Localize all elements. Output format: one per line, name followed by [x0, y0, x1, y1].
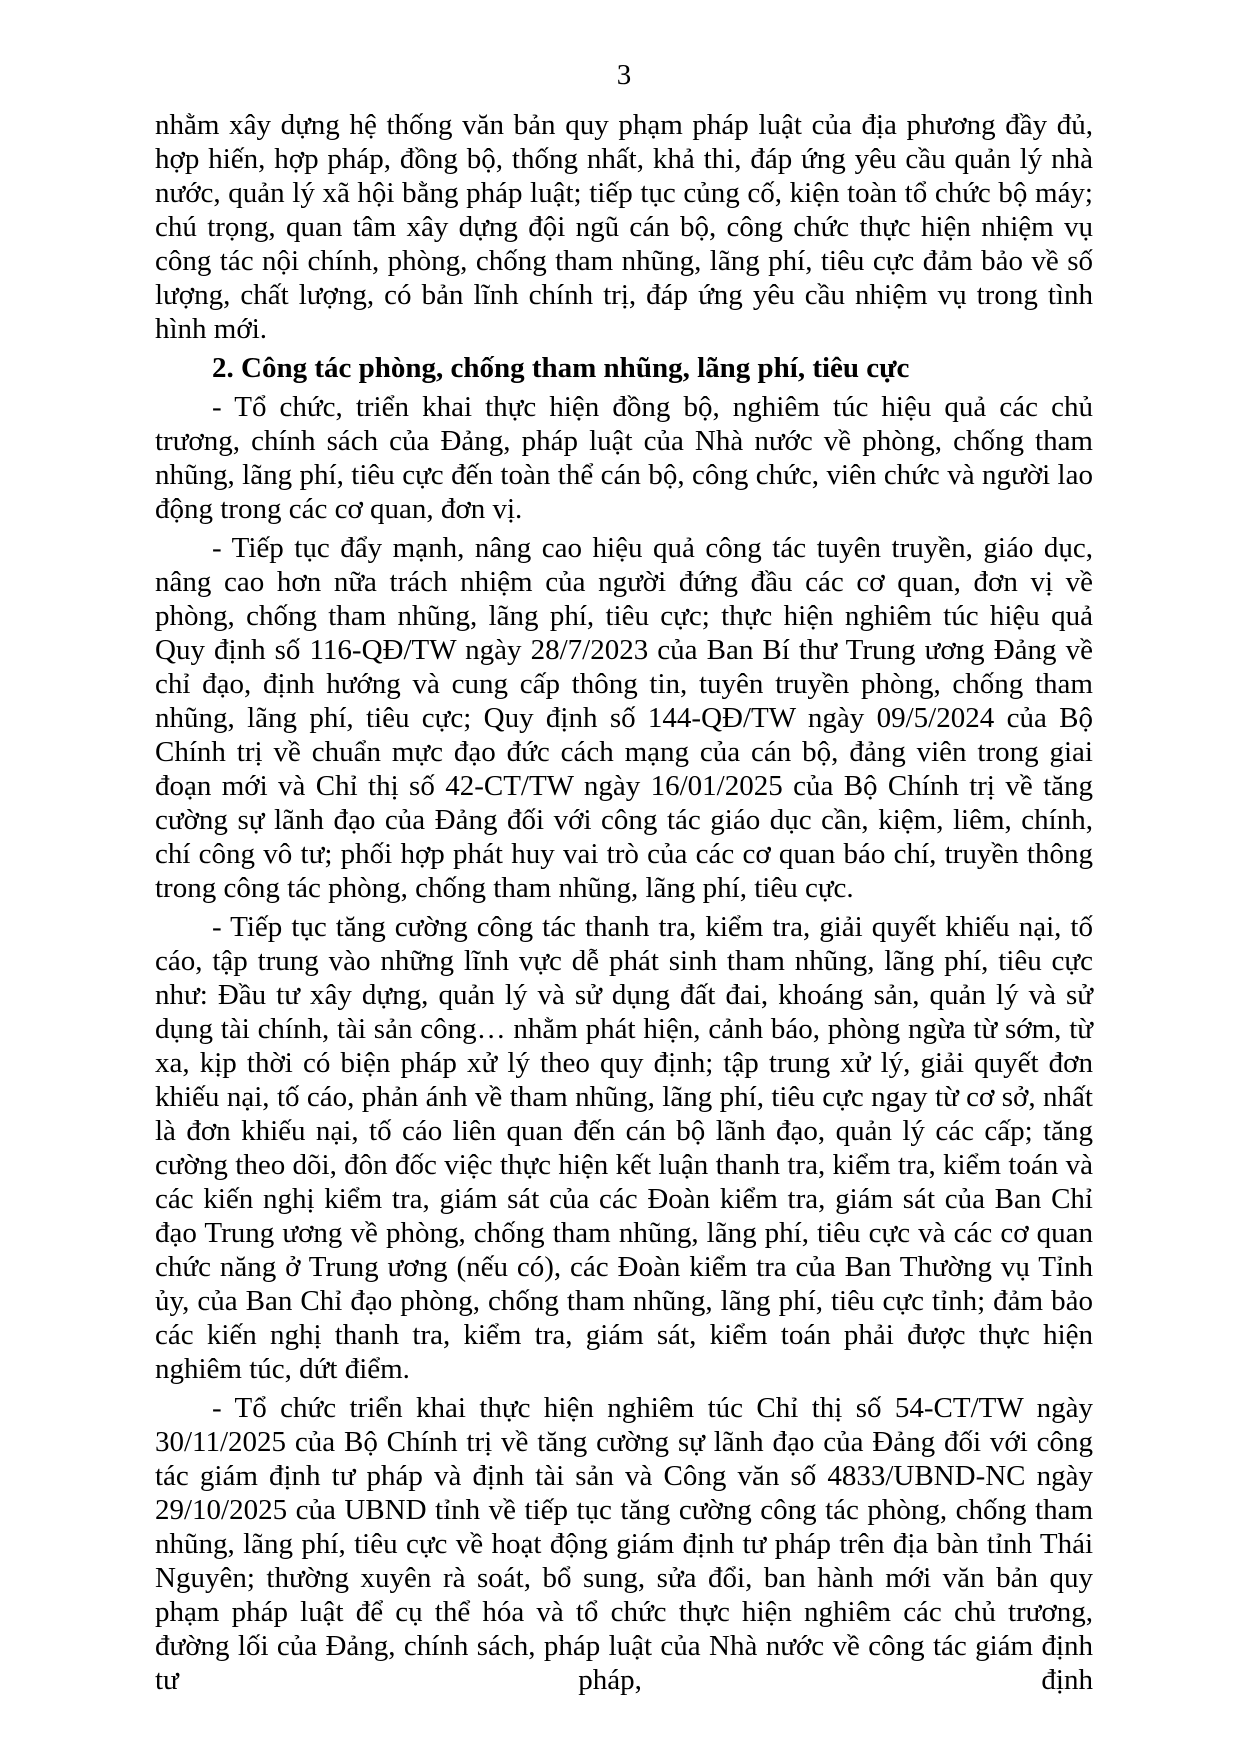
- paragraph-tiep-tuc-day-manh: - Tiếp tục đẩy mạnh, nâng cao hiệu quả công tác tuyên truyền, giáo dục, nâng cao hơn nữa trách nhiệm của người đứng đầu các cơ quan, đơn vị về phòng, chống tham nhũng, lãng phí, tiêu cực; thực hiện nghiêm túc hiệu quả Quy định số 116-QĐ/TW ngày 28/7/2023 của Ban Bí thư Trung ương Đảng về chỉ đạo, định hướng và cung cấp thông tin, tuyên truyền phòng, chống tham nhũng, lãng phí, tiêu cực; Quy định số 144-QĐ/TW ngày 09/5/2024 của Bộ Chính trị về chuẩn mực đạo đức cách mạng của cán bộ, đảng viên trong giai đoạn mới và Chỉ thị số 42-CT/TW ngày 16/01/2025 của Bộ Chính trị về tăng cường sự lãnh đạo của Đảng đối với công tác giáo dục cần, kiệm, liêm, chính, chí công vô tư; phối hợp phát huy vai trò của các cơ quan báo chí, truyền thông trong công tác phòng, chống tham nhũng, lãng phí, tiêu cực.: [155, 532, 1093, 904]
- page-number: 3: [616, 59, 632, 91]
- paragraph-to-chuc-trien-khai-dong-bo: - Tổ chức, triển khai thực hiện đồng bộ, nghiêm túc hiệu quả các chủ trương, chính sách của Đảng, pháp luật của Nhà nước về phòng, chống tham nhũng, lãng phí, tiêu cực đến toàn thể cán bộ, công chức, viên chức và người lao động trong các cơ quan, đơn vị.: [155, 391, 1093, 525]
- paragraph-intro-continued: nhằm xây dựng hệ thống văn bản quy phạm pháp luật của địa phương đầy đủ, hợp hiến, hợp pháp, đồng bộ, thống nhất, khả thi, đáp ứng yêu cầu quản lý nhà nước, quản lý xã hội bằng pháp luật; tiếp tục củng cố, kiện toàn tổ chức bộ máy; chú trọng, quan tâm xây dựng đội ngũ cán bộ, công chức thực hiện nhiệm vụ công tác nội chính, phòng, chống tham nhũng, lãng phí, tiêu cực đảm bảo về số lượng, chất lượng, có bản lĩnh chính trị, đáp ứng yêu cầu nhiệm vụ trong tình hình mới.: [155, 109, 1093, 345]
- section-2-heading: 2. Công tác phòng, chống tham nhũng, lãng phí, tiêu cực: [212, 352, 910, 384]
- paragraph-tiep-tuc-tang-cuong-thanh-tra: - Tiếp tục tăng cường công tác thanh tra, kiểm tra, giải quyết khiếu nại, tố cáo, tập trung vào những lĩnh vực dễ phát sinh tham nhũng, lãng phí, tiêu cực như: Đầu tư xây dựng, quản lý và sử dụng đất đai, khoáng sản, quản lý và sử dụng tài chính, tài sản công… nhằm phát hiện, cảnh báo, phòng ngừa từ sớm, từ xa, kịp thời có biện pháp xử lý theo quy định; tập trung xử lý, giải quyết đơn khiếu nại, tố cáo, phản ánh về tham nhũng, lãng phí, tiêu cực ngay từ cơ sở, nhất là đơn khiếu nại, tố cáo liên quan đến cán bộ lãnh đạo, quản lý các cấp; tăng cường theo dõi, đôn đốc việc thực hiện kết luận thanh tra, kiểm tra, kiểm toán và các kiến nghị kiểm tra, giám sát của các Đoàn kiểm tra, giám sát của Ban Chỉ đạo Trung ương về phòng, chống tham nhũng, lãng phí, tiêu cực và các cơ quan chức năng ở Trung ương (nếu có), các Đoàn kiểm tra của Ban Thường vụ Tỉnh ủy, của Ban Chỉ đạo phòng, chống tham nhũng, lãng phí, tiêu cực tỉnh; đảm bảo các kiến nghị thanh tra, kiểm tra, giám sát, kiểm toán phải được thực hiện nghiêm túc, dứt điểm.: [155, 911, 1093, 1385]
- paragraph-to-chuc-trien-khai-chi-thi-54: - Tổ chức triển khai thực hiện nghiêm túc Chỉ thị số 54-CT/TW ngày 30/11/2025 của Bộ Chính trị về tăng cường sự lãnh đạo của Đảng đối với công tác giám định tư pháp và định tài sản và Công văn số 4833/UBND-NC ngày 29/10/2025 của UBND tỉnh về tiếp tục tăng cường công tác phòng, chống tham nhũng, lãng phí, tiêu cực về hoạt động giám định tư pháp trên địa bàn tỉnh Thái Nguyên; thường xuyên rà soát, bổ sung, sửa đổi, ban hành mới văn bản quy phạm pháp luật để cụ thể hóa và tổ chức thực hiện nghiêm các chủ trương, đường lối của Đảng, chính sách, pháp luật của Nhà nước về công tác giám định tư pháp, định: [155, 1392, 1093, 1696]
